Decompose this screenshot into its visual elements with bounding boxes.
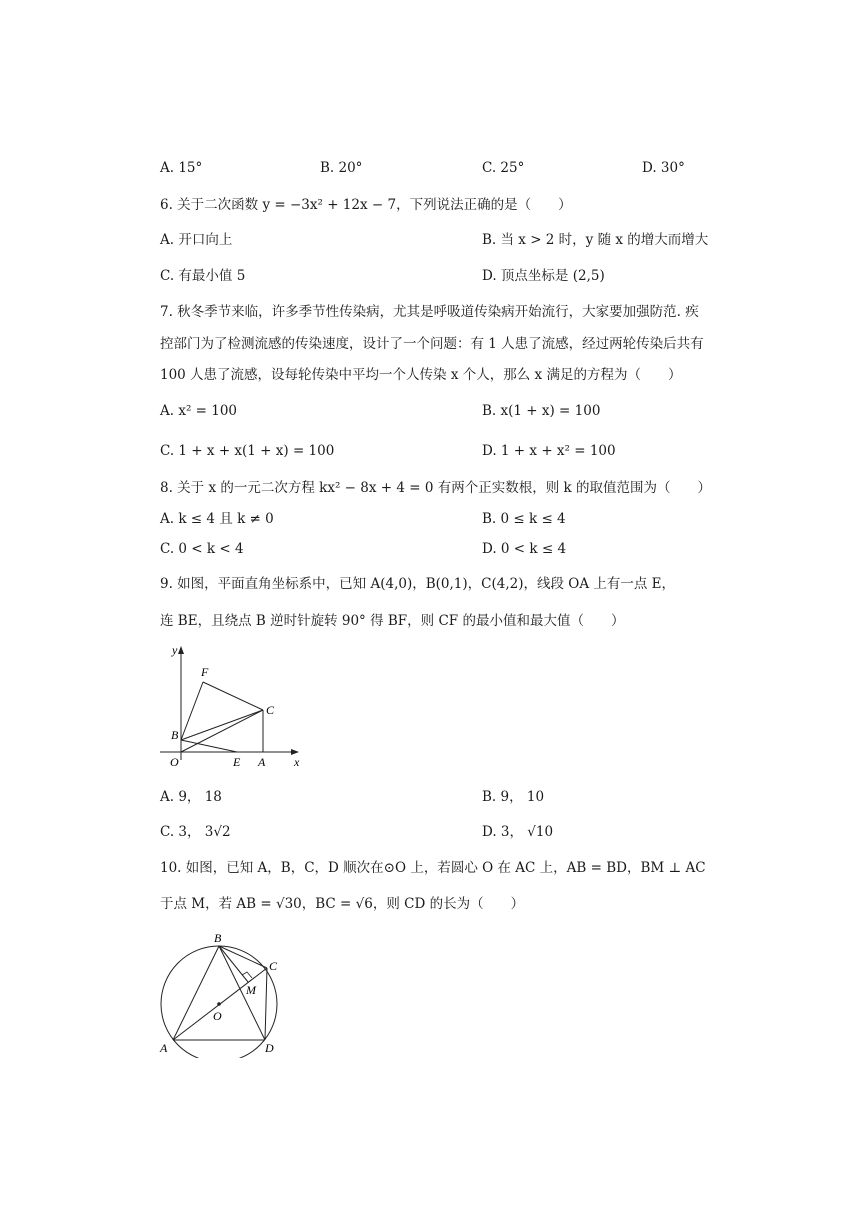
- q6-option-c: C. 有最小值 5: [160, 268, 246, 284]
- q9-line-2: 连 BE，且绕点 B 逆时针旋转 90° 得 BF，则 CF 的最小值和最大值（ ）: [160, 613, 625, 629]
- q9-option-d: D. 3， √10: [482, 824, 554, 840]
- q7-line-1: 7. 秋冬季节来临，许多季节性传染病，尤其是呼吸道传染病开始流行，大家要加强防范. 疾: [160, 304, 699, 320]
- label-x: x: [294, 755, 300, 769]
- q5-option-d: D. 30°: [642, 160, 685, 176]
- label-a: A: [258, 755, 266, 769]
- label-f: F: [201, 665, 209, 679]
- center-dot: [217, 1002, 221, 1006]
- label-b: B: [214, 931, 222, 945]
- q7-option-c: C. 1 + x + x(1 + x) = 100: [160, 443, 335, 459]
- q8-stem: 8. 关于 x 的一元二次方程 kx² − 8x + 4 = 0 有两个正实数根，则 k 的取值范围为（ ）: [160, 480, 711, 496]
- q5-option-a: A. 15°: [160, 160, 203, 176]
- label-m: M: [246, 983, 256, 997]
- label-o: O: [213, 1009, 222, 1023]
- circle-o: [161, 946, 277, 1058]
- label-e: E: [233, 755, 241, 769]
- q9-line-1: 9. 如图，平面直角坐标系中，已知 A(4,0)，B(0,1)，C(4,2)，线段 OA 上有一点 E，: [160, 576, 676, 592]
- q6-option-a: A. 开口向上: [160, 232, 233, 248]
- q10-circle-figure: [155, 928, 305, 1058]
- q7-option-a: A. x² = 100: [160, 403, 238, 419]
- q7-option-b: B. x(1 + x) = 100: [482, 403, 601, 419]
- q8-option-b: B. 0 ≤ k ≤ 4: [482, 511, 566, 527]
- q8-option-a: A. k ≤ 4 且 k ≠ 0: [160, 511, 274, 527]
- q7-line-2: 控部门为了检测流感的传染速度，设计了一个问题：有 1 人患了流感，经过两轮传染后共有: [160, 336, 704, 352]
- label-c: C: [269, 959, 278, 973]
- label-c: C: [266, 703, 275, 717]
- q8-option-c: C. 0 < k < 4: [160, 541, 244, 557]
- segment-ab: [173, 946, 219, 1040]
- q6-stem: 6. 关于二次函数 y = −3x² + 12x − 7，下列说法正确的是（ ）: [160, 197, 572, 213]
- label-d: D: [265, 1041, 274, 1055]
- q6-option-b: B. 当 x > 2 时，y 随 x 的增大而增大: [482, 232, 709, 248]
- segment-fc: [203, 682, 263, 710]
- segment-bc: [181, 710, 263, 740]
- q6-option-d: D. 顶点坐标是 (2,5): [482, 268, 605, 284]
- label-o: O: [170, 755, 179, 769]
- q8-option-d: D. 0 < k ≤ 4: [482, 541, 567, 557]
- q10-line-1: 10. 如图，已知 A，B，C，D 顺次在⊙O 上，若圆心 O 在 AC 上，AB = BD，BM ⊥ AC: [160, 860, 706, 876]
- segment-oc: [181, 710, 263, 752]
- segment-dc: [265, 968, 267, 1040]
- label-b: B: [171, 728, 179, 742]
- y-axis-arrow: [178, 646, 184, 654]
- q5-option-b: B. 20°: [320, 160, 363, 176]
- segment-bd: [219, 946, 265, 1040]
- q9-option-c: C. 3， 3√2: [160, 824, 231, 840]
- q9-option-a: A. 9， 18: [160, 789, 222, 805]
- q9-option-b: B. 9， 10: [482, 789, 545, 805]
- q5-option-c: C. 25°: [482, 160, 525, 176]
- q10-line-2: 于点 M，若 AB = √30，BC = √6，则 CD 的长为（ ）: [160, 896, 525, 912]
- segment-bc: [219, 946, 267, 968]
- label-y: y: [172, 643, 178, 657]
- label-a: A: [160, 1041, 168, 1055]
- segment-bf: [181, 682, 203, 740]
- q7-line-3: 100 人患了流感，设每轮传染中平均一个人传染 x 个人，那么 x 满足的方程为（ ）: [160, 367, 682, 383]
- segment-be: [181, 740, 237, 752]
- q9-coordinate-figure: [155, 640, 315, 775]
- q7-option-d: D. 1 + x + x² = 100: [482, 443, 616, 459]
